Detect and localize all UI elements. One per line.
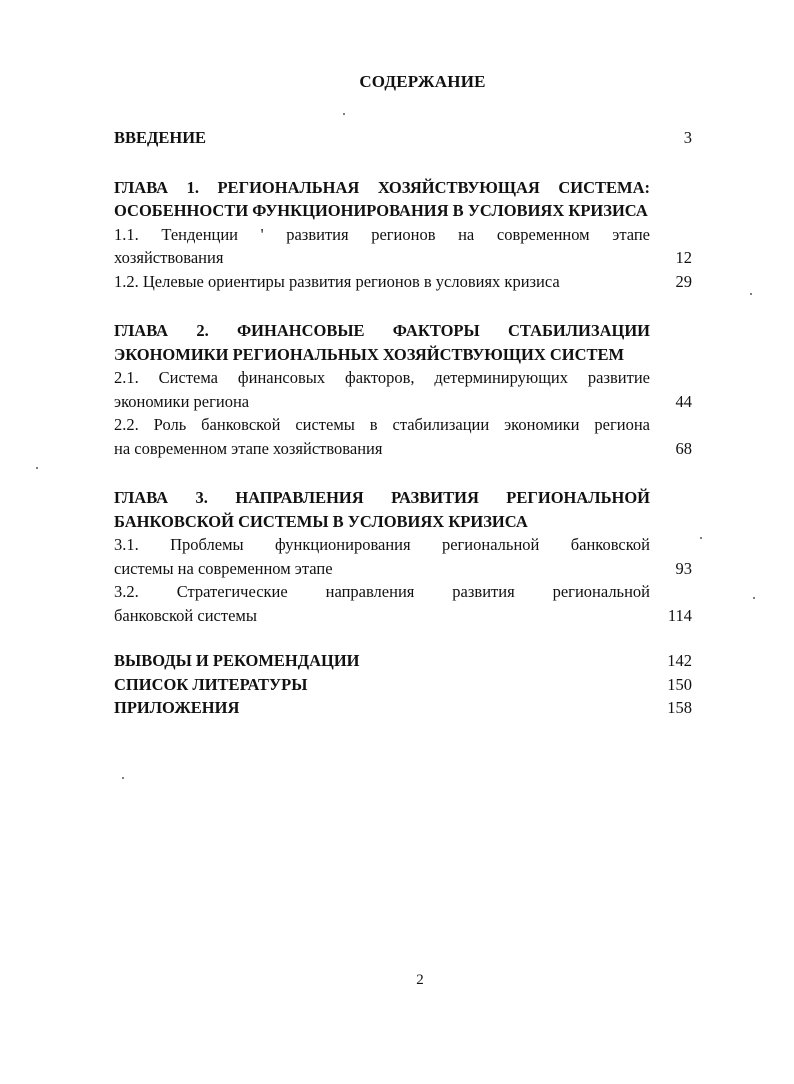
toc-entry-3-1[interactable] [114, 533, 692, 580]
toc-page-number: 44 [675, 391, 692, 411]
toc-entry-line1: 2.1. Система финансовых факторов, детерминирующих развитие [114, 368, 650, 387]
toc-entry-1-1[interactable] [114, 223, 692, 270]
table-of-contents [114, 126, 692, 720]
toc-entry-label: ВВЕДЕНИЕ [114, 128, 207, 147]
scan-speck [36, 467, 38, 469]
toc-page-number: 68 [675, 438, 692, 458]
toc-entry-line1: 1.1. Тенденции ' развития регионов на современном этапе [114, 224, 650, 244]
toc-entry-introduction[interactable] [114, 126, 692, 150]
scan-speck [122, 777, 124, 779]
toc-entry-conclusions[interactable] [114, 649, 692, 673]
toc-entry-line2: банковской системы [114, 605, 257, 625]
toc-entry-label [114, 533, 650, 580]
toc-page-number: 158 [667, 698, 692, 717]
toc-entry-label [114, 366, 650, 413]
toc-entry-label: 1.2. Целевые ориентиры развития регионов в условиях кризиса [114, 271, 560, 291]
toc-page-number: 114 [667, 605, 692, 625]
chapter-2-heading[interactable]: ГЛАВА 2. ФИНАНСОВЫЕ ФАКТОРЫ СТАБИЛИЗАЦИИ ЭКОНОМИКИ РЕГИОНАЛЬНЫХ ХОЗЯЙСТВУЮЩИХ СИСТЕМ [114, 321, 650, 364]
chapter-3-heading[interactable]: ГЛАВА 3. НАПРАВЛЕНИЯ РАЗВИТИЯ РЕГИОНАЛЬНОЙ БАНКОВСКОЙ СИСТЕМЫ В УСЛОВИЯХ КРИЗИСА [114, 488, 650, 531]
toc-entry-bibliography[interactable] [114, 673, 692, 697]
toc-entry-2-2[interactable] [114, 413, 692, 460]
toc-entry-label [114, 413, 650, 460]
toc-entry-line1: 2.2. Роль банковской системы в стабилизации экономики региона [114, 415, 650, 434]
toc-entry-2-1[interactable] [114, 366, 692, 413]
page-number: 2 [416, 972, 424, 988]
scan-speck [343, 113, 345, 115]
toc-entry-line2: хозяйствования [114, 248, 224, 267]
scan-speck [750, 293, 752, 295]
toc-page-number: 29 [675, 271, 692, 291]
toc-entry-label: ПРИЛОЖЕНИЯ [114, 698, 240, 717]
toc-entry-line2: экономики региона [114, 391, 250, 411]
toc-entry-appendices[interactable] [114, 696, 692, 720]
toc-entry-line1: 3.1. Проблемы функционирования региональной банковской [114, 535, 650, 554]
toc-page-number: 142 [667, 651, 692, 670]
toc-entry-line2: на современном этапе хозяйствования [114, 438, 383, 458]
toc-page-number: 150 [667, 674, 692, 694]
toc-entry-label: СПИСОК ЛИТЕРАТУРЫ [114, 674, 308, 694]
toc-entry-label [114, 223, 650, 270]
toc-entry-line1: 3.2. Стратегические направления развития региональной [114, 582, 650, 601]
toc-page-number: 3 [683, 128, 692, 147]
toc-entry-label: ВЫВОДЫ И РЕКОМЕНДАЦИИ [114, 651, 360, 670]
scan-speck [700, 537, 702, 539]
scan-speck [753, 597, 755, 599]
chapter-1-heading[interactable]: ГЛАВА 1. РЕГИОНАЛЬНАЯ ХОЗЯЙСТВУЮЩАЯ СИСТЕМА: ОСОБЕННОСТИ ФУНКЦИОНИРОВАНИЯ В УСЛОВИЯХ КРИЗИСА [114, 177, 650, 220]
toc-page-number: 93 [675, 558, 692, 578]
toc-entry-3-2[interactable] [114, 580, 692, 627]
toc-entry-line2: системы на современном этапе [114, 558, 333, 578]
toc-entry-1-2[interactable] [114, 270, 692, 294]
toc-entry-label [114, 580, 650, 627]
toc-page-number: 12 [675, 248, 692, 267]
page-title: СОДЕРЖАНИЕ [359, 72, 486, 91]
